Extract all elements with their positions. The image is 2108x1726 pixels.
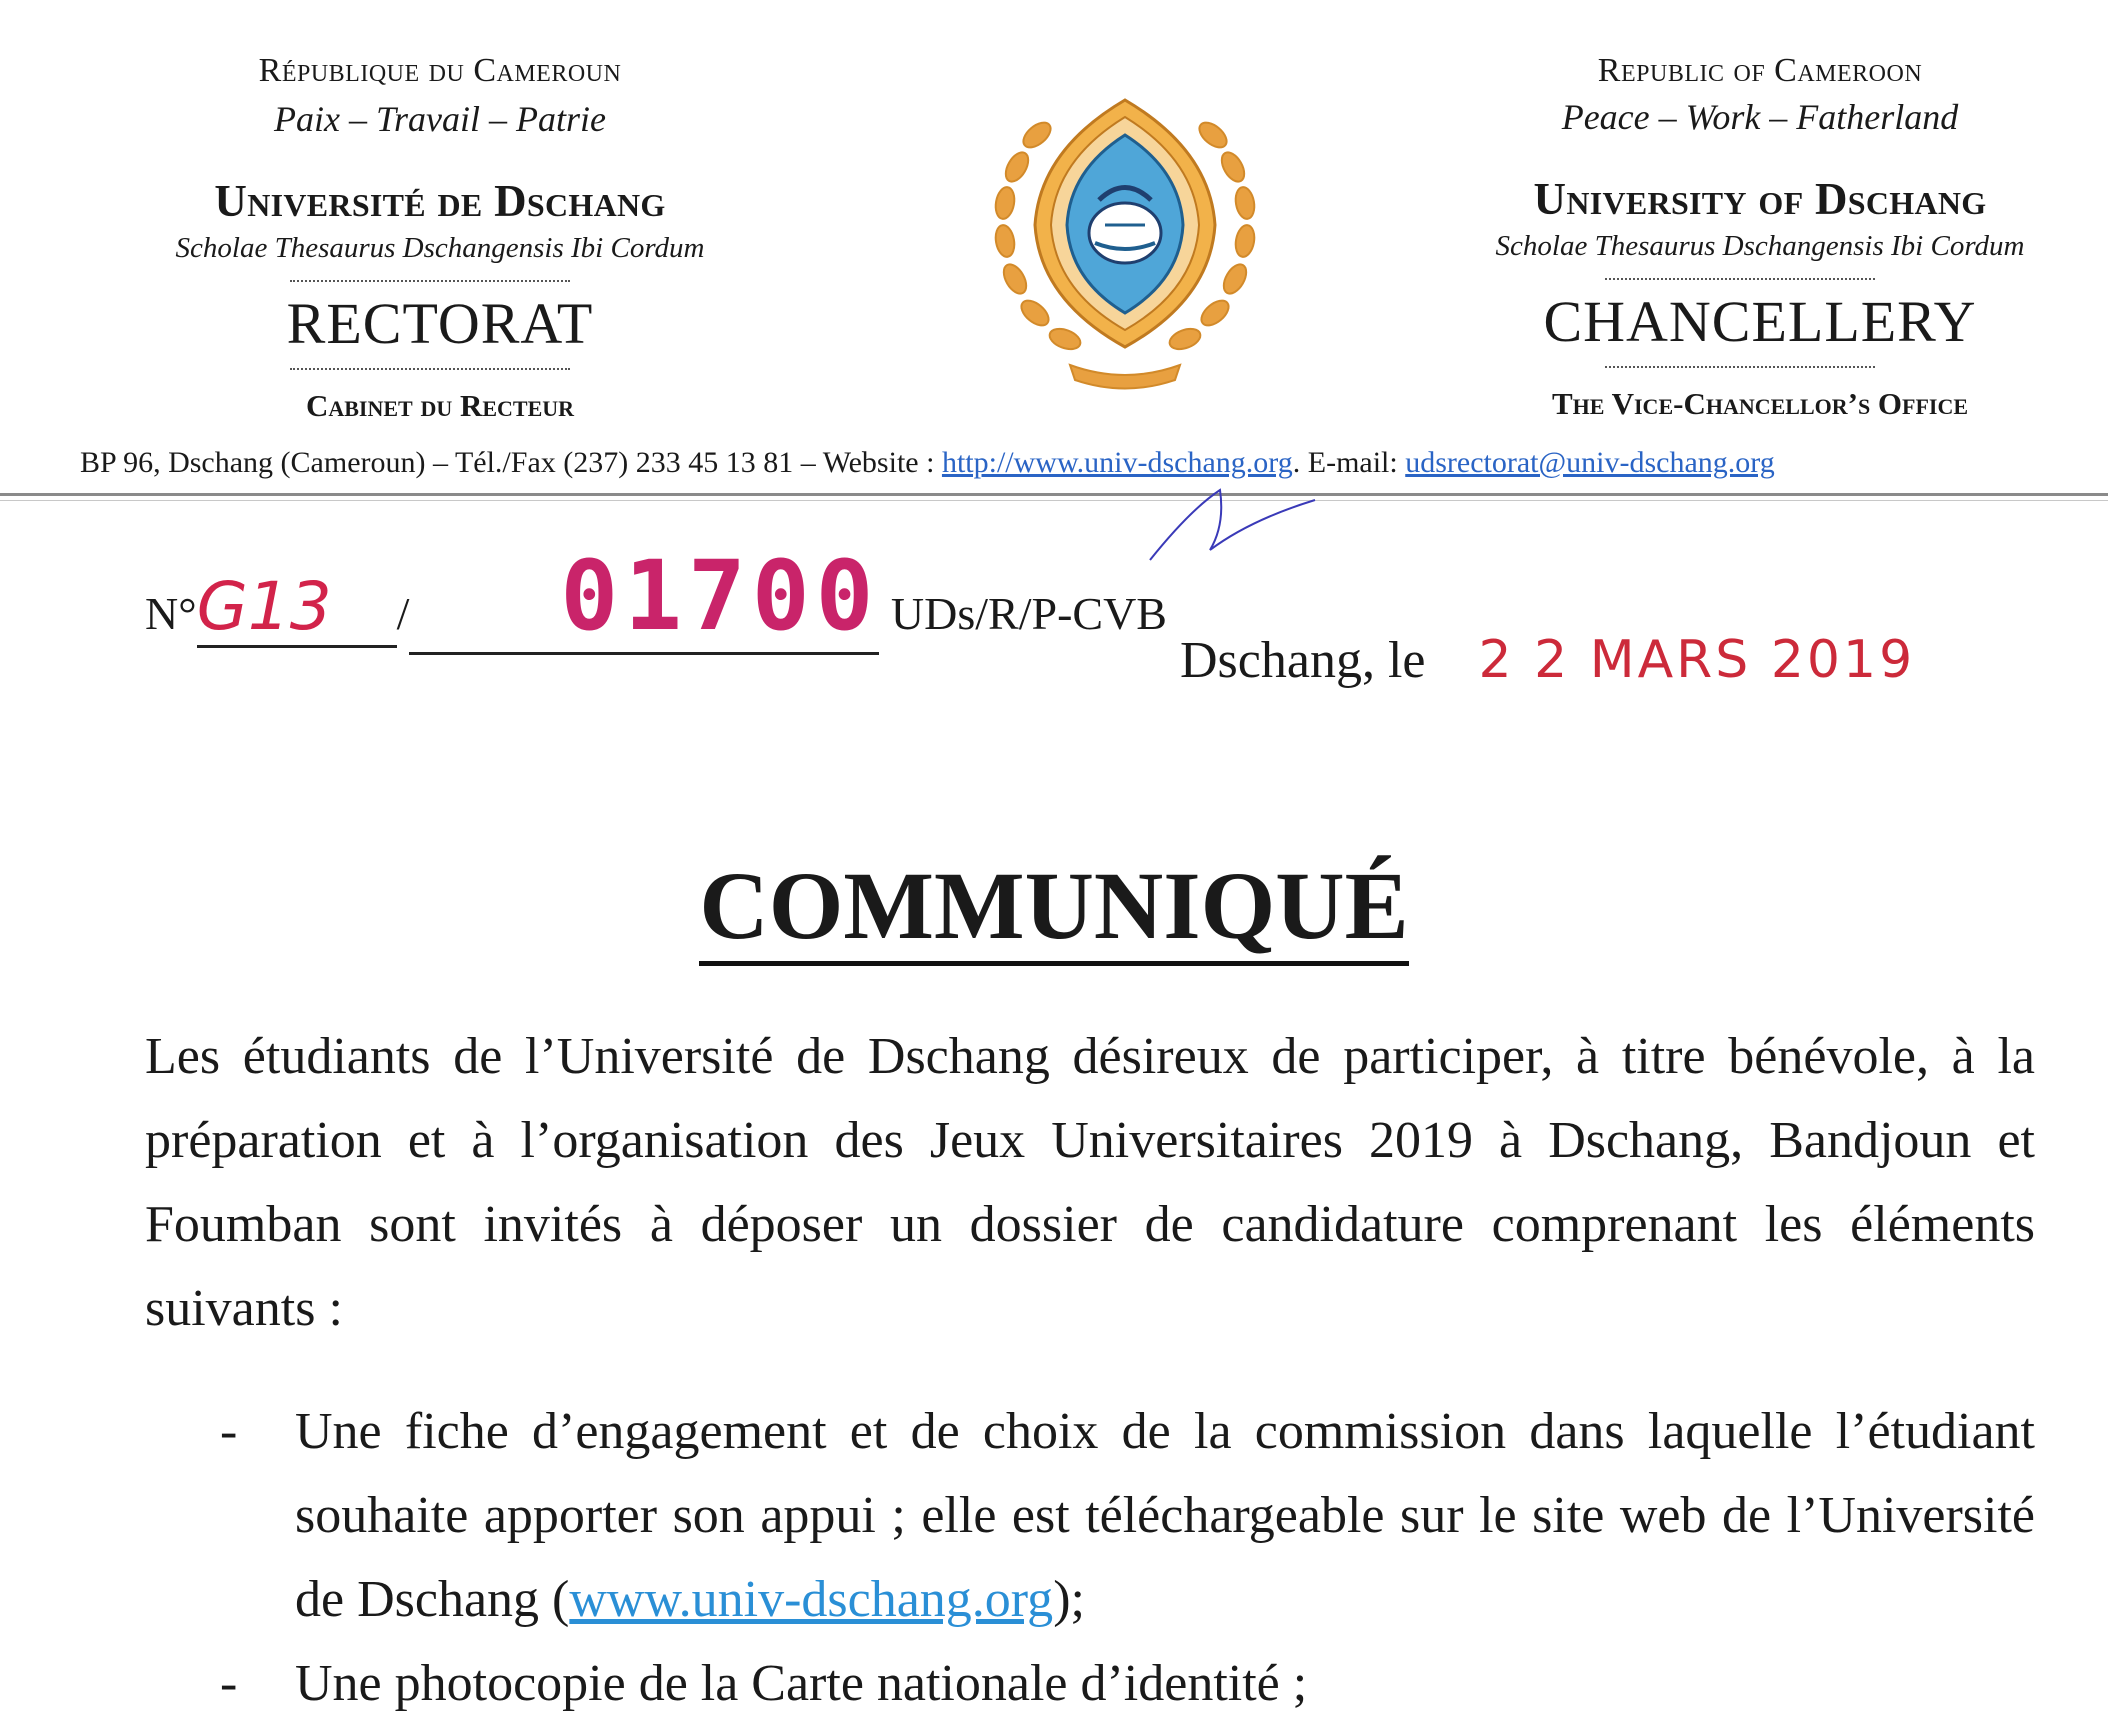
- website-link[interactable]: http://www.univ-dschang.org: [941, 446, 1293, 479]
- email-label: . E-mail:: [1292, 446, 1406, 479]
- header-rule: [0, 493, 2108, 496]
- right-divider-1: [1605, 278, 1875, 280]
- left-office: RECTORAT: [286, 291, 594, 356]
- left-republic: République du Cameroun: [258, 52, 622, 89]
- left-cabinet: Cabinet du Recteur: [305, 388, 575, 423]
- left-university-name: Université de Dschang: [214, 176, 666, 226]
- date-line: [1180, 630, 1915, 690]
- right-republic: Republic of Cameroon: [1597, 52, 1923, 89]
- date-stamp: 2 2 MARS 2019: [1478, 630, 1916, 690]
- header-rule-thin: [0, 500, 2108, 501]
- right-latin-motto: Scholae Thesaurus Dschangensis Ibi Cordum: [1495, 230, 2025, 262]
- email-link[interactable]: udsrectorat@univ-dschang.org: [1405, 446, 1775, 479]
- right-office: CHANCELLERY: [1543, 289, 1977, 354]
- contact-line: [80, 446, 2100, 480]
- left-divider-2: [290, 368, 570, 370]
- date-prefix: Dschang, le: [1180, 632, 1426, 689]
- requirements-list: [145, 1390, 2035, 1726]
- list-bullet: -: [220, 1655, 238, 1712]
- contact-address: BP 96, Dschang (Cameroun) – Tél./Fax (237) 233 45 13 81 – Website :: [80, 446, 942, 479]
- page-title: COMMUNIQUÉ: [0, 850, 2108, 961]
- university-seal-logo: [975, 75, 1275, 405]
- right-motto: Peace – Work – Fatherland: [1561, 97, 1959, 137]
- reference-separator: /: [396, 588, 410, 639]
- website-inline-link[interactable]: www.univ-dschang.org: [569, 1571, 1054, 1628]
- right-divider-2: [1605, 366, 1875, 368]
- right-cabinet: The Vice-Chancellor’s Office: [1551, 386, 1969, 421]
- stamped-number: 01700: [560, 540, 880, 652]
- right-university-name: University of Dschang: [1533, 174, 1987, 224]
- reference-suffix: UDs/R/P-CVB: [890, 588, 1167, 639]
- left-motto: Paix – Travail – Patrie: [274, 99, 606, 139]
- reference-number: [145, 540, 1167, 655]
- list-item: - Une fiche d’engagement et de choix de la commission dans laquelle l’étudiant souhaite apporter son appui ; elle est téléchargeable sur le site web de l’Université de Dschang (www.univ-dschang.org);: [145, 1390, 2035, 1642]
- handwritten-number: G13: [196, 568, 332, 645]
- body-paragraph: Les étudiants de l’Université de Dschang désireux de participer, à titre bénévole, à la préparation et à l’organisation des Jeux Universitaires 2019 à Dschang, Bandjoun et Foumban sont invités à déposer un dossier de candidature comprenant les éléments suivants :: [145, 1028, 2035, 1337]
- list-bullet: -: [220, 1403, 238, 1460]
- reference-prefix: N°: [145, 588, 197, 639]
- left-divider-1: [290, 280, 570, 282]
- list-item: - Une photocopie de la Carte nationale d’identité ;: [145, 1642, 2035, 1726]
- signature-mark: [1130, 470, 1330, 580]
- left-latin-motto: Scholae Thesaurus Dschangensis Ibi Cordum: [175, 232, 705, 264]
